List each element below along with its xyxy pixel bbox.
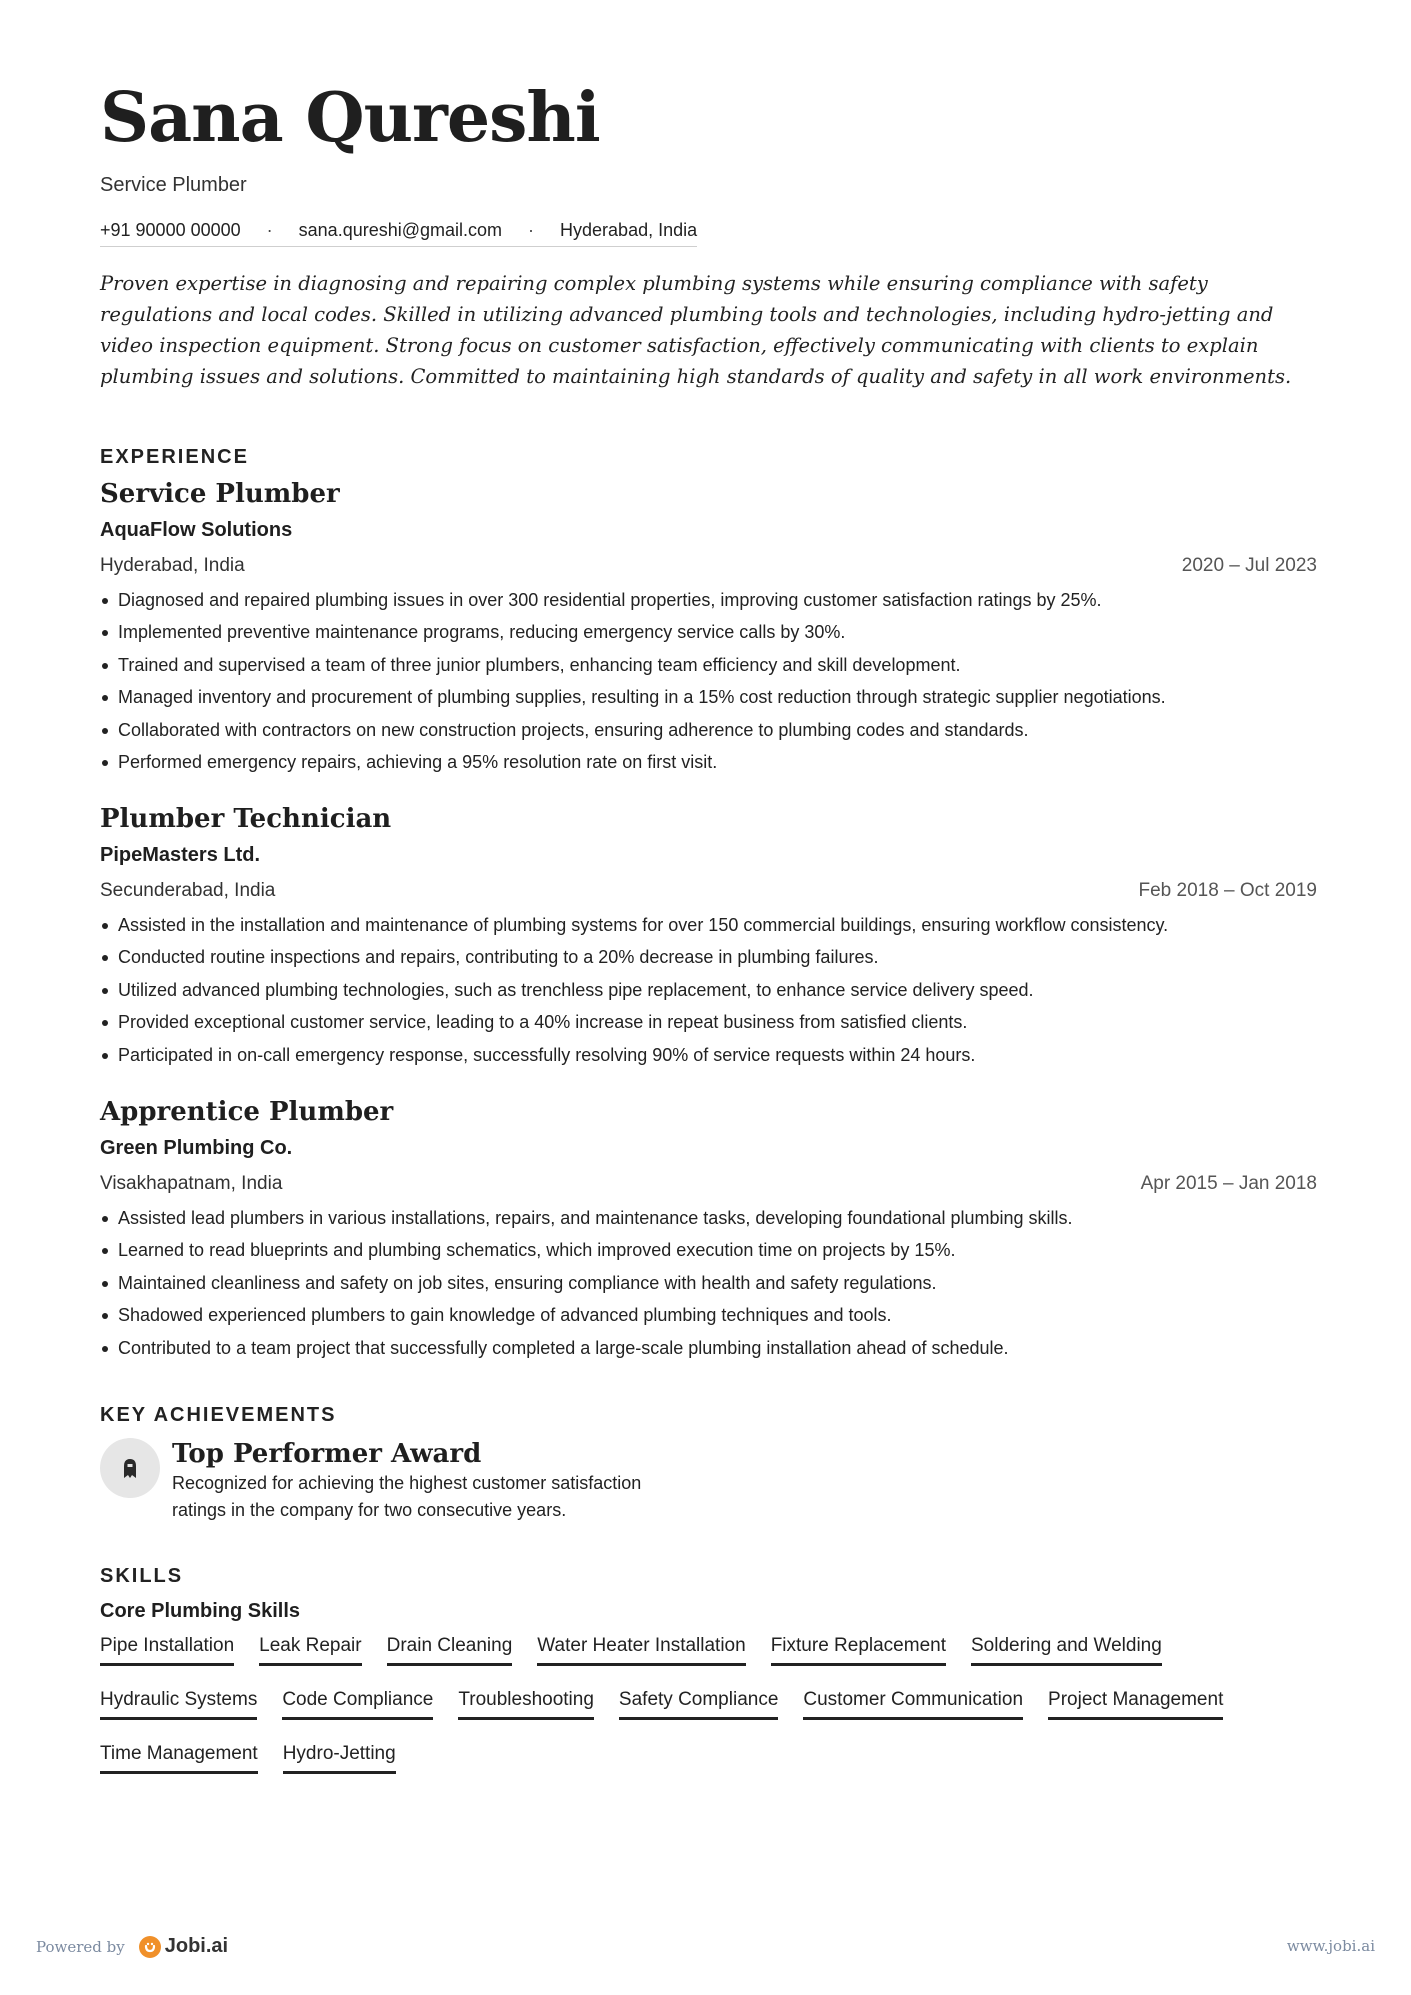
skill-tag: Project Management bbox=[1048, 1687, 1223, 1720]
company-name: Green Plumbing Co. bbox=[100, 1137, 293, 1159]
location: Hyderabad, India bbox=[560, 220, 698, 240]
jobi-logo-icon bbox=[139, 1936, 161, 1958]
list-item: Assisted in the installation and maintenance of plumbing systems for over 150 commercial buildings, ensuring workflow consistency. bbox=[100, 909, 1317, 941]
skill-tag: Leak Repair bbox=[259, 1633, 361, 1666]
award-icon bbox=[100, 1438, 160, 1498]
job-dates: Apr 2015 – Jan 2018 bbox=[1140, 1173, 1317, 1194]
powered-by bbox=[36, 1935, 228, 1958]
company-name: AquaFlow Solutions bbox=[100, 519, 293, 541]
list-item: Collaborated with contractors on new construction projects, ensuring adherence to plumbing codes and standards. bbox=[100, 714, 1317, 746]
job-entry bbox=[100, 476, 1317, 778]
skill-tag: Soldering and Welding bbox=[971, 1633, 1162, 1666]
list-item: Implemented preventive maintenance programs, reducing emergency service calls by 30%. bbox=[100, 616, 1317, 648]
achievement-item bbox=[100, 1438, 692, 1524]
job-location: Secunderabad, India bbox=[100, 880, 276, 901]
skill-tag: Safety Compliance bbox=[619, 1687, 778, 1720]
candidate-role: Service Plumber bbox=[100, 174, 247, 196]
skills-list bbox=[100, 1633, 1317, 1795]
job-bullets bbox=[100, 584, 1317, 778]
list-item: Diagnosed and repaired plumbing issues in over 300 residential properties, improving customer satisfaction ratings by 25%. bbox=[100, 584, 1317, 616]
job-location: Hyderabad, India bbox=[100, 555, 245, 576]
job-location: Visakhapatnam, India bbox=[100, 1173, 283, 1194]
job-dates: Feb 2018 – Oct 2019 bbox=[1138, 880, 1317, 901]
powered-by-label: Powered by bbox=[36, 1937, 125, 1956]
phone[interactable]: +91 90000 00000 bbox=[100, 220, 241, 240]
job-title: Apprentice Plumber bbox=[100, 1097, 394, 1127]
job-entry bbox=[100, 801, 1317, 1071]
list-item: Performed emergency repairs, achieving a 95% resolution rate on first visit. bbox=[100, 746, 1317, 778]
skill-tag: Code Compliance bbox=[282, 1687, 433, 1720]
job-dates: 2020 – Jul 2023 bbox=[1181, 555, 1317, 576]
company-name: PipeMasters Ltd. bbox=[100, 844, 261, 866]
summary: Proven expertise in diagnosing and repairing complex plumbing systems while ensuring compliance with safety regulations and local codes. Skilled in utilizing advanced plumbing tools and technologies, including hydro-jetting and video inspection equipment. Strong focus on customer satisfaction, effectively communicating with clients to explain plumbing issues and solutions. Committed to maintaining high standards of quality and safety in all work environments. bbox=[100, 272, 1292, 388]
list-item: Assisted lead plumbers in various installations, repairs, and maintenance tasks, developing foundational plumbing skills. bbox=[100, 1202, 1317, 1234]
skill-tag: Fixture Replacement bbox=[771, 1633, 946, 1666]
contact-bar bbox=[100, 220, 697, 247]
skills-category: Core Plumbing Skills bbox=[100, 1600, 301, 1622]
list-item: Trained and supervised a team of three junior plumbers, enhancing team efficiency and skill development. bbox=[100, 649, 1317, 681]
skill-tag: Pipe Installation bbox=[100, 1633, 234, 1666]
list-item: Utilized advanced plumbing technologies, such as trenchless pipe replacement, to enhance service delivery speed. bbox=[100, 974, 1317, 1006]
achievement-text bbox=[172, 1438, 692, 1524]
job-meta bbox=[100, 1166, 1317, 1202]
list-item: Provided exceptional customer service, leading to a 40% increase in repeat business from satisfied clients. bbox=[100, 1006, 1317, 1038]
brand-name[interactable]: Jobi.ai bbox=[164, 1935, 229, 1957]
skill-tag: Hydraulic Systems bbox=[100, 1687, 257, 1720]
skill-tag: Troubleshooting bbox=[458, 1687, 594, 1720]
list-item: Shadowed experienced plumbers to gain knowledge of advanced plumbing techniques and tools. bbox=[100, 1299, 1317, 1331]
job-title: Service Plumber bbox=[100, 479, 340, 509]
achievements-heading: KEY ACHIEVEMENTS bbox=[100, 1404, 337, 1426]
job-title: Plumber Technician bbox=[100, 804, 392, 834]
footer-url[interactable]: www.jobi.ai bbox=[1286, 1937, 1375, 1955]
job-meta bbox=[100, 873, 1317, 909]
skill-tag: Water Heater Installation bbox=[537, 1633, 745, 1666]
list-item: Conducted routine inspections and repairs, contributing to a 20% decrease in plumbing failures. bbox=[100, 941, 1317, 973]
list-item: Contributed to a team project that successfully completed a large-scale plumbing installation ahead of schedule. bbox=[100, 1332, 1317, 1364]
skill-tag: Time Management bbox=[100, 1741, 258, 1774]
skill-tag: Drain Cleaning bbox=[387, 1633, 513, 1666]
experience-heading: EXPERIENCE bbox=[100, 446, 249, 468]
job-bullets bbox=[100, 1202, 1317, 1364]
list-item: Participated in on-call emergency response, successfully resolving 90% of service requests within 24 hours. bbox=[100, 1039, 1317, 1071]
candidate-name: Sana Qureshi bbox=[100, 78, 600, 158]
job-entry bbox=[100, 1094, 1317, 1364]
skill-tag: Hydro-Jetting bbox=[283, 1741, 396, 1774]
job-meta bbox=[100, 548, 1317, 584]
email[interactable]: sana.qureshi@gmail.com bbox=[298, 220, 503, 240]
skill-tag: Customer Communication bbox=[803, 1687, 1023, 1720]
list-item: Learned to read blueprints and plumbing schematics, which improved execution time on projects by 15%. bbox=[100, 1234, 1317, 1266]
list-item: Managed inventory and procurement of plumbing supplies, resulting in a 15% cost reduction through strategic supplier negotiations. bbox=[100, 681, 1317, 713]
achievement-description: Recognized for achieving the highest customer satisfaction ratings in the company for two consecutive years. bbox=[172, 1473, 642, 1520]
list-item: Maintained cleanliness and safety on job sites, ensuring compliance with health and safety regulations. bbox=[100, 1267, 1317, 1299]
job-bullets bbox=[100, 909, 1317, 1071]
separator: · bbox=[528, 220, 535, 240]
separator: · bbox=[266, 220, 273, 240]
skills-heading: SKILLS bbox=[100, 1565, 184, 1587]
achievement-title: Top Performer Award bbox=[172, 1439, 482, 1469]
